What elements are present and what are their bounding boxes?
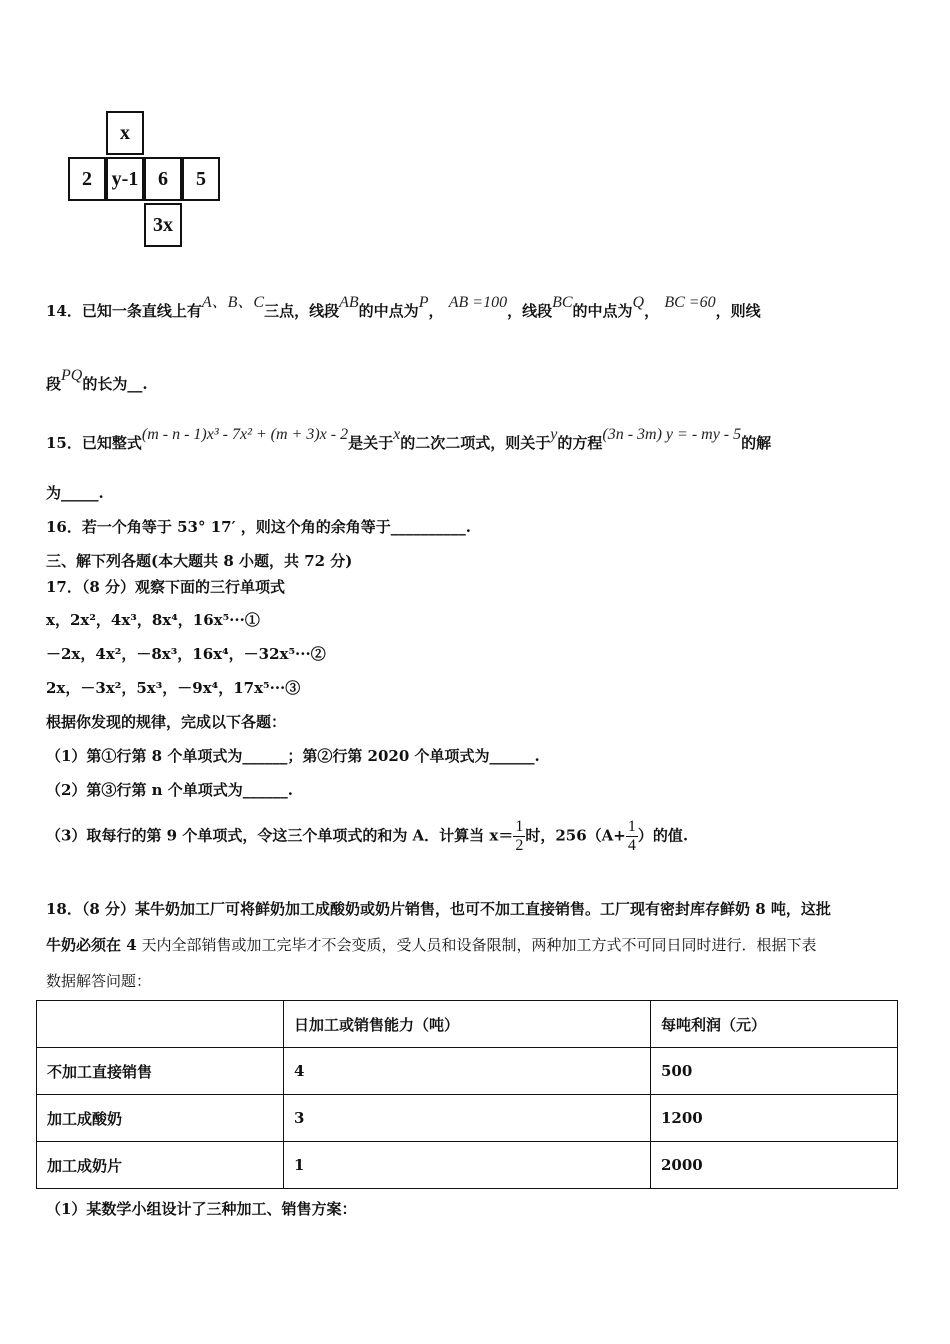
q14-text: 的中点为 — [572, 302, 633, 320]
table-cell: 不加工直接销售 — [37, 1048, 284, 1095]
table-cell: 2000 — [651, 1142, 898, 1189]
q14-text: 14．已知一条直线上有 — [46, 302, 202, 320]
table-header-row — [37, 1001, 898, 1048]
table-cell: 3 — [284, 1095, 651, 1142]
q14-text: ， — [428, 302, 444, 320]
q15-polynomial: (m - n - 1)x³ - 7x² + (m + 3)x - 2 — [141, 426, 349, 443]
q17-instructions: 根据你发现的规律，完成以下各题： — [46, 713, 287, 731]
q17-part-1: （1）第①行第 8 个单项式为______；第②行第 2020 个单项式为______. — [46, 747, 540, 765]
question-14-line-2 — [46, 367, 148, 394]
q17-row-1: x，2x²，4x³，8x⁴，16x⁵···① — [46, 611, 260, 629]
question-14-line-1 — [46, 294, 761, 321]
q17-row-3: 2x，－3x²，5x³，－9x⁴，17x⁵···③ — [46, 679, 301, 697]
table-cell: 4 — [284, 1048, 651, 1095]
q14-text: ，则线 — [715, 302, 761, 320]
q14-ab: AB — [339, 294, 359, 311]
q14-text: 段 — [46, 375, 62, 393]
q15-text: 的解 — [741, 434, 772, 452]
question-15-line-2: 为_____. — [46, 484, 104, 502]
q14-text: ，线段 — [507, 302, 553, 320]
table-header-cell: 日加工或销售能力（吨） — [284, 1001, 651, 1048]
question-18-line-3: 数据解答问题： — [46, 972, 152, 990]
question-18-line-1: 18．（8 分）某牛奶加工厂可将鲜奶加工成酸奶或奶片销售，也可不加工直接销售。工厂现有密封库存鲜奶 8 吨，这批 — [46, 900, 831, 918]
q15-text: 的方程 — [557, 434, 603, 452]
q17-p3-text: 时，256（A+ — [525, 826, 626, 845]
question-16: 16．若一个角等于 53° 17′ ，则这个角的余角等于__________. — [46, 518, 471, 536]
table-cell: 1200 — [651, 1095, 898, 1142]
question-15-line-1 — [46, 426, 772, 453]
q15-text: 是关于 — [348, 434, 394, 452]
net-cell: 2 — [68, 157, 106, 201]
q17-row-2: －2x，4x²，－8x³，16x⁴，－32x⁵···② — [46, 645, 326, 663]
q14-bc-value: BC =60 — [664, 294, 716, 311]
table-row — [37, 1095, 898, 1142]
q14-ab-value: AB =100 — [448, 294, 508, 311]
net-cell-top: x — [106, 111, 144, 155]
q15-y: y — [550, 426, 558, 443]
question-18-line-2 — [46, 934, 816, 955]
table-header-cell — [37, 1001, 284, 1048]
q15-text: 15．已知整式 — [46, 434, 142, 452]
table-row — [37, 1048, 898, 1095]
question-17-title: 17．（8 分）观察下面的三行单项式 — [46, 578, 286, 596]
table-cell: 加工成酸奶 — [37, 1095, 284, 1142]
q17-p3-text: ）的值. — [637, 826, 689, 845]
q14-text: 三点，线段 — [264, 302, 340, 320]
q17-part-2: （2）第③行第 n 个单项式为______. — [46, 781, 294, 799]
q18-text: 牛奶必须在 4 — [46, 936, 137, 954]
q14-bc: BC — [552, 294, 573, 311]
q17-part-3 — [46, 818, 688, 855]
q15-text: 的二次二项式，则关于 — [400, 434, 551, 452]
q15-x: x — [393, 426, 401, 443]
table-header-cell: 每吨利润（元） — [651, 1001, 898, 1048]
fraction-denominator: 4 — [627, 837, 636, 854]
q14-pq: PQ — [61, 367, 83, 384]
q14-text: ， — [644, 302, 660, 320]
section-3-heading: 三、解下列各题(本大题共 8 小题，共 72 分) — [46, 552, 353, 570]
fraction-denominator: 2 — [515, 837, 524, 854]
table-cell: 1 — [284, 1142, 651, 1189]
fraction-numerator: 1 — [627, 818, 636, 835]
q14-points: A、B、C — [201, 294, 265, 311]
q18-text: 天内全部销售或加工完毕才不会变质，受人员和设备限制，两种加工方式不可同日同时进行．根据下表 — [136, 936, 817, 954]
net-cell: 6 — [144, 157, 182, 201]
q15-equation: (3n - 3m) y = - my - 5 — [602, 426, 742, 443]
q14-text: 的中点为 — [358, 302, 419, 320]
q18-part-1: （1）某数学小组设计了三种加工、销售方案： — [46, 1200, 357, 1218]
net-cell-bottom: 3x — [144, 203, 182, 247]
net-cell: 5 — [182, 157, 220, 201]
fraction-half — [513, 818, 525, 855]
q17-p3-text: （3）取每行的第 9 个单项式，令这三个单项式的和为 A．计算当 x＝ — [46, 826, 514, 845]
data-table — [36, 1000, 898, 1189]
table-row — [37, 1142, 898, 1189]
net-cell: y-1 — [106, 157, 144, 201]
table-cell: 500 — [651, 1048, 898, 1095]
fraction-numerator: 1 — [515, 818, 524, 835]
q14-p: P — [418, 294, 429, 311]
q14-text: 的长为__. — [82, 375, 148, 393]
fraction-quarter — [626, 818, 638, 855]
q14-q: Q — [632, 294, 645, 311]
table-cell: 加工成奶片 — [37, 1142, 284, 1189]
